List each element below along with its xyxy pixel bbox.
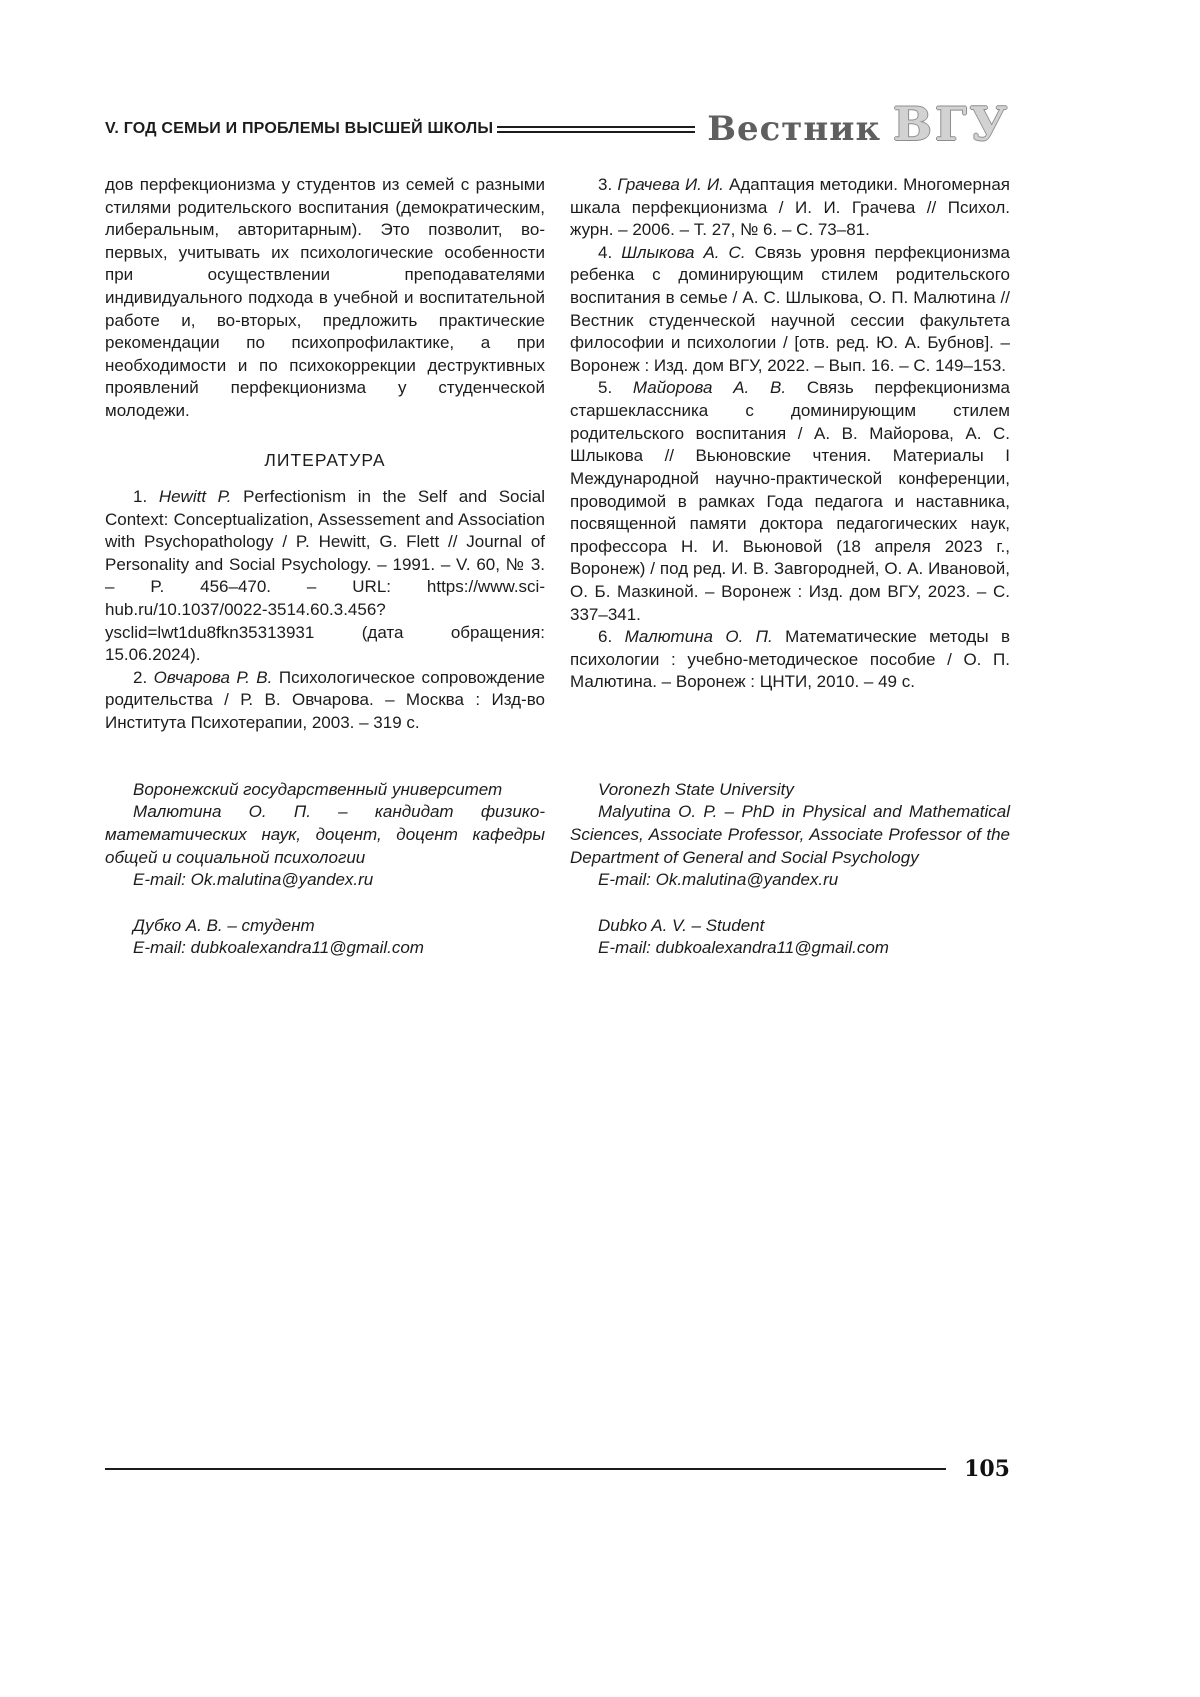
ref-number: 5. — [598, 378, 613, 398]
ref-text: Психологическое сопровождение родительства / Р. В. Овчарова. – Москва : Изд-во Института Психотерапии, 2003. – 319 с. — [105, 667, 546, 733]
main-columns — [105, 174, 1010, 735]
ref-text: Связь перфекционизма старшеклассника с доминирующим стилем родительского воспитания / А. В. Майорова, А. С. Шлыкова // Вьюновские чтения. Материалы I Международной научно-практической конференции, проводимой в рамках Года педагога и наставника, посвященной памяти доктора педагогических наук, профессора Н. И. Вьюновой (18 апреля 2023 г., Воронеж) / под ред. И. В. Завгородней, О. А. Ивановой, О. Б. Мазкиной. – Воронеж : Изд. дом ВГУ, 2023. – С. 337–341. — [570, 378, 1011, 624]
right-column — [570, 174, 1010, 735]
journal-logo-vgu: ВГУ — [893, 97, 1010, 151]
header-double-rule — [497, 126, 695, 133]
page-number: 105 — [964, 1456, 1010, 1482]
affiliation-author-2: Dubko A. V. – Student — [598, 915, 765, 935]
ref-author: Малютина О. П. — [624, 627, 773, 647]
reference-item-6 — [570, 626, 1010, 694]
intro-paragraph: дов перфекционизма у студентов из семей с разными стилями родительского воспитания (демократическим, либеральным, авторитарным). Это позволит, во-первых, учитывать их психологические особенности при осуществлении преподавателями индивидуального подхода в учебной и воспитательной работе и, во-вторых, предложить практические рекомендации по психопрофилактике, а при необходимости и по психокоррекции деструктивных проявлений перфекционизма у студенческой молодежи. — [105, 175, 545, 421]
email-text: E-mail: Ok.malutina@yandex.ru — [133, 870, 374, 890]
affiliation-en — [570, 779, 1010, 960]
reference-item-1 — [105, 486, 545, 667]
reference-item-5 — [570, 377, 1010, 626]
section-title: V. ГОД СЕМЬИ И ПРОБЛЕМЫ ВЫСШЕЙ ШКОЛЫ — [105, 120, 494, 137]
ref-author: Шлыкова А. С. — [621, 242, 746, 262]
affiliation-author-1: Малютина О. П. – кандидат физико-математических наук, доцент, доцент кафедры общей и социальной психологии — [105, 802, 545, 867]
affiliation-ru — [105, 779, 545, 960]
ref-number: 2. — [133, 667, 148, 687]
affiliation-columns — [105, 779, 1010, 960]
ref-author: Овчарова Р. В. — [153, 667, 273, 687]
footer-rule — [105, 1468, 946, 1471]
page-header — [105, 97, 1010, 151]
ref-text: Адаптация методики. Многомерная шкала перфекционизма / И. И. Грачева // Психол. журн. – 2006. – Т. 27, № 6. – С. 73–81. — [570, 175, 1010, 240]
affiliation-university: Воронежский государственный университет — [133, 779, 503, 799]
ref-number: 4. — [598, 242, 613, 262]
ref-text: Perfectionism in the Self and Social Context: Conceptualization, Assessement and Association with Psychopathology / P. Hewitt, G. Flett // Journal of Personality and Social Psychology. – 1991. – V. 60, № 3. – P. 456–470. – URL: https://www.sci-hub.ru/10.1037/0022-3514.60.3.456?ysclid=lwt1du8fkn35313931 (дата обращения: 15.06.2024). — [105, 486, 546, 665]
email-text: E-mail: dubkoalexandra11@gmail.com — [133, 938, 424, 958]
journal-logo-vestnik: Вестник — [707, 109, 882, 149]
ref-text: Связь уровня перфекционизма ребенка с доминирующим стилем родительского воспитания в семье / А. С. Шлыкова, О. П. Малютина // Вестник студенческой научной сессии факультета философии и психологии / [отв. ред. Ю. А. Бубнов]. – Воронеж : Изд. дом ВГУ, 2022. – Вып. 16. – С. 149–153. — [570, 242, 1010, 375]
email-text: E-mail: Ok.malutina@yandex.ru — [598, 870, 839, 890]
ref-author: Майорова А. В. — [632, 378, 787, 398]
ref-author: Грачева И. И. — [617, 175, 724, 194]
page-footer — [105, 1456, 1010, 1482]
ref-number: 3. — [598, 175, 613, 194]
left-column — [105, 174, 545, 735]
reference-item-2 — [105, 667, 545, 735]
ref-text: Математические методы в психологии : учебно-методическое пособие / О. П. Малютина. – Воронеж : ЦНТИ, 2010. – 49 с. — [570, 627, 1010, 692]
reference-item-4 — [570, 242, 1010, 378]
journal-logo — [707, 97, 1010, 151]
ref-number: 1. — [133, 486, 148, 506]
literature-heading: ЛИТЕРАТУРА — [264, 449, 386, 470]
affiliation-author-1: Malyutina O. P. – PhD in Physical and Mathematical Sciences, Associate Professor, Associate Professor of the Department of General and Social Psychology — [570, 802, 1010, 867]
email-text: E-mail: dubkoalexandra11@gmail.com — [598, 938, 889, 958]
affiliation-university: Voronezh State University — [598, 779, 794, 799]
reference-item-3 — [570, 174, 1010, 242]
ref-number: 6. — [598, 627, 613, 647]
affiliation-author-2: Дубко А. В. – студент — [133, 915, 315, 935]
ref-author: Hewitt P. — [158, 486, 232, 506]
page-content — [105, 97, 1011, 960]
